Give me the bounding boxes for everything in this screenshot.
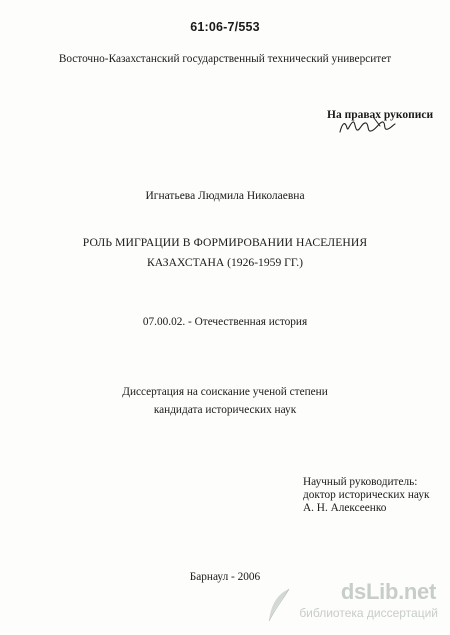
- supervisor-name: А. Н. Алексеенко: [303, 502, 387, 514]
- handwritten-signature: [336, 114, 398, 138]
- rights-note: На правах рукописи: [327, 109, 434, 121]
- university-name: Восточно-Казахстанский государственный технический университет: [58, 53, 392, 65]
- watermark-logo: dsLib.net: [340, 579, 436, 604]
- dissertation-statement: Диссертация на соискание ученой степени: [122, 386, 328, 398]
- dissertation-title-line1: РОЛЬ МИГРАЦИИ В ФОРМИРОВАНИИ НАСЕЛЕНИЯ: [82, 236, 368, 249]
- supervisor-degree: доктор исторических наук: [303, 489, 430, 501]
- place-year: Барнаул - 2006: [189, 571, 261, 583]
- watermark-subtitle: библиотека диссертаций: [299, 606, 438, 620]
- author-name: Игнатьева Людмила Николаевна: [145, 190, 305, 202]
- watermark: [263, 581, 438, 625]
- supervisor-label: Научный руководитель:: [303, 476, 418, 488]
- catalog-code: 61:06-7/553: [190, 20, 260, 34]
- feather-icon: [265, 587, 293, 623]
- specialty-code: 07.00.02. - Отечественная история: [142, 316, 308, 328]
- dissertation-title-line2: КАЗАХСТАНА (1926-1959 ГГ.): [146, 256, 304, 269]
- degree-statement: кандидата исторических наук: [153, 404, 297, 416]
